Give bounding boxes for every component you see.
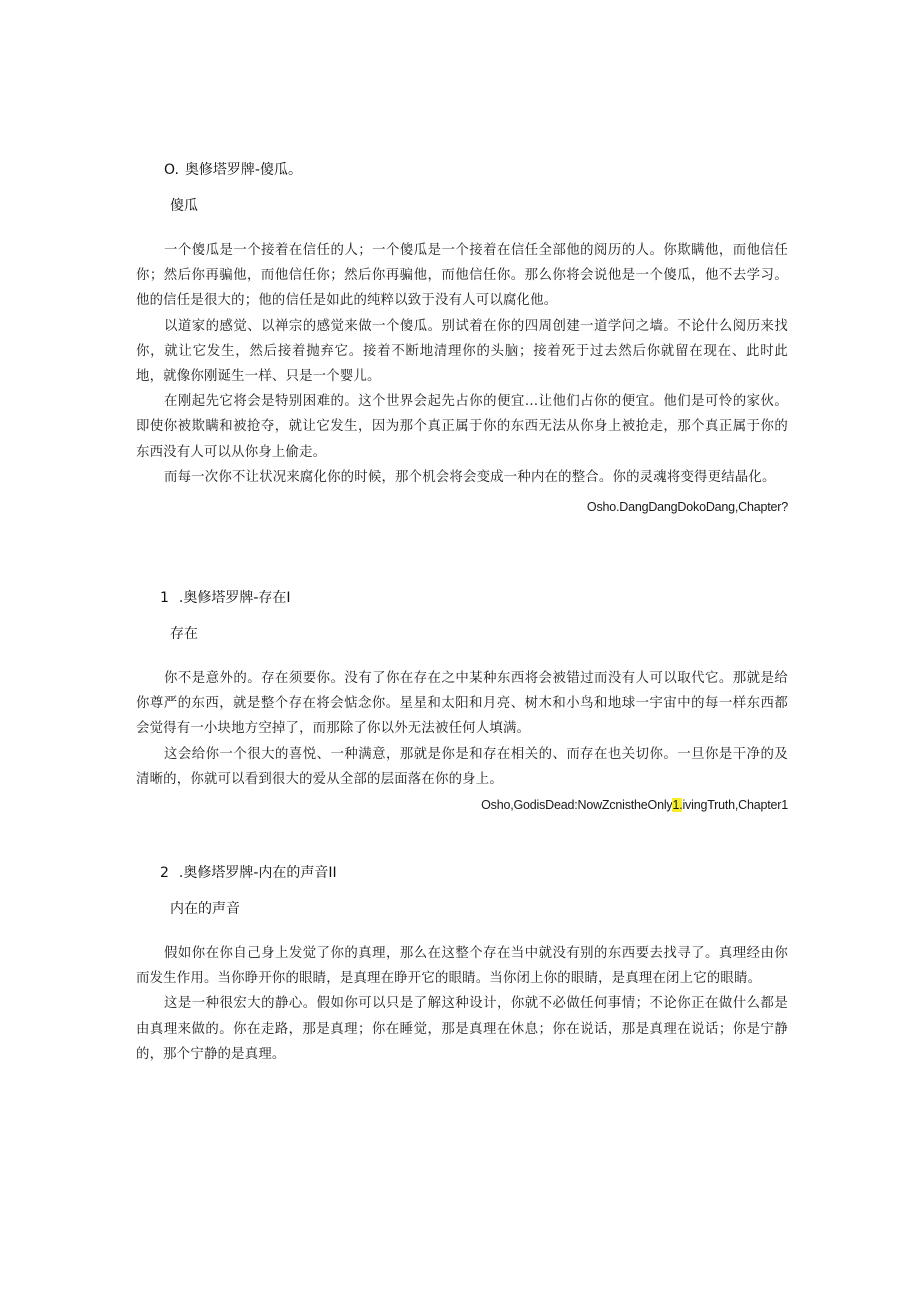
section-heading <box>160 863 788 883</box>
paragraph: 一个傻瓜是一个接着在信任的人；一个傻瓜是一个接着在信任全部他的阅历的人。你欺瞒他，而他信任你；然后你再骗他，而他信任你；然后你再骗他，而他信任你。那么你将会说他是一个傻瓜，他不去学习。他的信任是很大的；他的信任是如此的纯粹以致于没有人可以腐化他。 <box>136 243 788 309</box>
section-inner-voice <box>136 863 788 1067</box>
section-existence <box>136 588 788 816</box>
section-body <box>136 238 788 490</box>
section-number: 2 <box>160 865 169 881</box>
section-heading <box>164 160 788 180</box>
section-number: 1 <box>160 590 169 606</box>
section-body <box>136 666 788 792</box>
paragraph: 这是一种很宏大的静心。假如你可以只是了解这种设计，你就不必做任何事情；不论你正在做什么都是由真理来做的。你在走路，那是真理；你在睡觉，那是真理在休息；你在说话，那是真理在说话；你是宁静的，那个宁静的是真理。 <box>136 996 788 1062</box>
section-title: 奥修塔罗牌-傻瓜。 <box>184 162 302 178</box>
paragraph: 这会给你一个很大的喜悦、一种满意，那就是你是和存在相关的、而存在也关切你。一旦你是干净的及清晰的，你就可以看到很大的爱从全部的层面落在你的身上。 <box>136 746 788 787</box>
section-heading <box>160 588 788 608</box>
citation-highlight: 1. <box>672 798 683 813</box>
section-number: O. <box>164 162 179 178</box>
paragraph: 而每一次你不让状况来腐化你的时候，那个机会将会变成一种内在的整合。你的灵魂将变得更结晶化。 <box>164 469 776 485</box>
section-fool <box>136 160 788 518</box>
paragraph: 你不是意外的。存在须要你。没有了你在存在之中某种东西将会被错过而没有人可以取代它。那就是给你尊严的东西，就是整个存在将会惦念你。星星和太阳和月亮、树木和小鸟和地球一宇宙中的每一样东西都会觉得有一小块地方空掉了，而那除了你以外无法被任何人填满。 <box>136 671 788 737</box>
citation: Osho.DangDangDokoDang,Chapter? <box>586 500 788 515</box>
paragraph: 在刚起先它将会是特别困难的。这个世界会起先占你的便宜…让他们占你的便宜。他们是可怜的家伙。即使你被欺瞒和被抢夺，就让它发生，因为那个真正属于你的东西无法从你身上被抢走，那个真正属于你的东西没有人可以从你身上偷走。 <box>136 394 788 460</box>
section-title: .奥修塔罗牌-存在I <box>178 590 291 606</box>
section-title: .奥修塔罗牌-内在的声音II <box>178 865 337 881</box>
citation-text: ivingTruth,Chapter1 <box>682 798 788 813</box>
section-subheading: 内在的声音 <box>170 901 240 917</box>
citation-text: Osho,GodisDead:NowZcnistheOnly <box>481 798 673 813</box>
paragraph: 假如你在你自己身上发觉了你的真理，那么在这整个存在当中就没有别的东西要去找寻了。真理经由你而发生作用。当你睁开你的眼睛，是真理在睁开它的眼睛。当你闭上你的眼睛，是真理在闭上它的眼睛。 <box>136 946 788 987</box>
paragraph: 以道家的感觉、以禅宗的感觉来做一个傻瓜。别试着在你的四周创建一道学问之墙。不论什么阅历来找你，就让它发生，然后接着抛弃它。接着不断地清理你的头脑；接着死于过去然后你就留在现在、此时此地，就像你刚诞生一样、只是一个婴儿。 <box>136 318 788 385</box>
section-subheading: 存在 <box>170 626 198 642</box>
section-subheading: 傻瓜 <box>170 198 198 214</box>
citation <box>136 794 788 816</box>
section-body <box>136 941 788 1067</box>
